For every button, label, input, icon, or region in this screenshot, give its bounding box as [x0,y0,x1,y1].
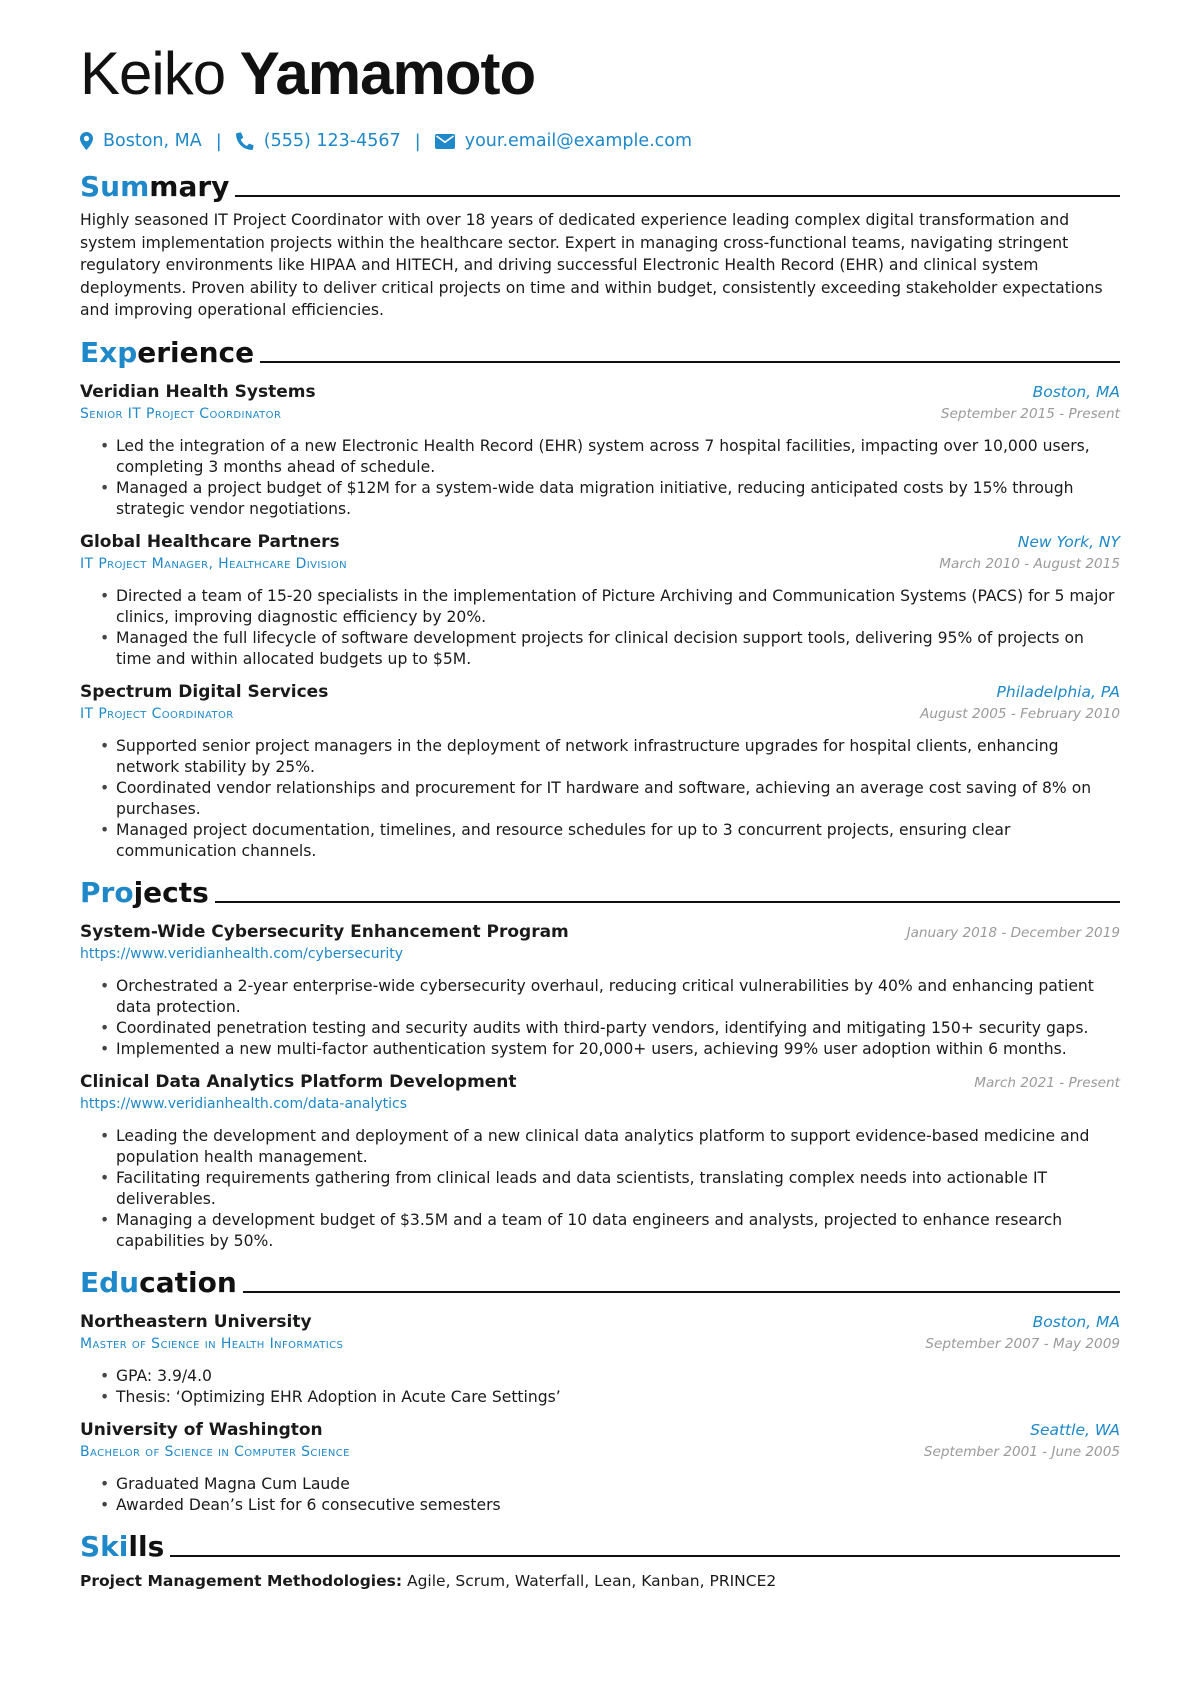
experience-entry [80,682,1120,862]
project-link[interactable]: https://www.veridianhealth.com/data-analytics [80,1095,408,1112]
job-title: IT Project Coordinator [80,705,234,722]
bullet-item: • Awarded Dean’s List for 6 consecutive semesters [100,1495,1120,1516]
bullet-item: • Managing a development budget of $3.5M and a team of 10 data engineers and analysts, projected to enhance research capabilities by 50%. [100,1210,1120,1252]
section-rule [260,361,1120,363]
section-rule [243,1291,1120,1293]
location-text: Boston, MA [103,131,202,151]
project-name: System-Wide Cybersecurity Enhancement Program [80,921,569,942]
entry-location: Seattle, WA [1030,1420,1120,1439]
contact-location [80,131,202,151]
experience-section [80,332,1120,862]
section-title: Projects [80,875,209,909]
experience-heading [80,332,1120,370]
section-rule [235,195,1120,197]
bullet-item: • GPA: 3.9/4.0 [100,1366,1120,1387]
bullet-item: • Coordinated penetration testing and security audits with third-party vendors, identifying and mitigating 150+ security gaps. [100,1018,1120,1039]
project-entry [80,1072,1120,1252]
entry-location: Philadelphia, PA [996,682,1120,701]
company-name: Global Healthcare Partners [80,531,340,552]
bullet-item: • Led the integration of a new Electronic Health Record (EHR) system across 7 hospital facilities, impacting over 10,000 users, completing 3 months ahead of schedule. [100,436,1120,478]
phone-text: (555) 123-4567 [263,131,401,151]
entry-dates: March 2021 - Present [974,1074,1120,1091]
education-entry [80,1312,1120,1408]
degree-name: Bachelor of Science in Computer Science [80,1443,350,1460]
degree-name: Master of Science in Health Informatics [80,1335,344,1352]
entry-dates: September 2007 - May 2009 [925,1335,1120,1352]
bullet-item: • Leading the development and deployment of a new clinical data analytics platform to support evidence-based medicine and population health management. [100,1126,1120,1168]
company-name: Veridian Health Systems [80,381,316,402]
projects-section [80,872,1120,1252]
education-section [80,1262,1120,1516]
entry-dates: September 2001 - June 2005 [923,1443,1120,1460]
phone-icon [236,132,254,150]
school-name: University of Washington [80,1419,323,1440]
skills-section [80,1526,1120,1590]
skills-heading [80,1526,1120,1564]
skills-label: Project Management Methodologies: [80,1571,403,1590]
section-title: Experience [80,335,255,369]
skills-line [80,1572,1120,1590]
entry-location: New York, NY [1017,532,1120,551]
contact-phone[interactable] [236,131,401,151]
section-title: Summary [80,170,230,203]
email-text: your.email@example.com [464,131,693,151]
bullet-item: • Managed the full lifecycle of software development projects for clinical decision support tools, delivering 95% of projects on time and within allocated budgets up to $5M. [100,628,1120,670]
bullet-item: • Coordinated vendor relationships and procurement for IT hardware and software, achieving an average cost saving of 8% on purchases. [100,778,1120,820]
entry-dates: August 2005 - February 2010 [920,705,1120,722]
entry-location: Boston, MA [1032,1312,1120,1331]
section-rule [170,1555,1120,1557]
bullet-item: • Facilitating requirements gathering from clinical leads and data scientists, translating complex needs into actionable IT deliverables. [100,1168,1120,1210]
project-entry [80,922,1120,1060]
contact-separator: | [215,130,222,152]
bullet-item: • Managed a project budget of $12M for a system-wide data migration initiative, reducing anticipated costs by 15% through strategic vendor negotiations. [100,478,1120,520]
contact-email[interactable] [435,131,692,151]
company-name: Spectrum Digital Services [80,681,329,702]
entry-location: Boston, MA [1032,382,1120,401]
last-name: Yamamoto [239,40,536,107]
contact-separator: | [414,130,421,152]
education-entry [80,1420,1120,1516]
project-link[interactable]: https://www.veridianhealth.com/cybersecurity [80,945,403,962]
school-name: Northeastern University [80,1311,312,1332]
bullet-item: • Supported senior project managers in the deployment of network infrastructure upgrades for hospital clients, enhancing network stability by 25%. [100,736,1120,778]
job-title: IT Project Manager, Healthcare Division [80,555,347,572]
contact-bar [80,126,1120,156]
section-title: Skills [80,1529,165,1563]
job-title: Senior IT Project Coordinator [80,405,282,422]
summary-text: Highly seasoned IT Project Coordinator with over 18 years of dedicated experience leading complex digital transformation and system implementation projects within the healthcare sector. Expert in managing cross-functional teams, navigating stringent regulatory environments like HIPAA and HITECH, and driving successful Electronic Health Record (EHR) and clinical system deployments. Proven ability to deliver critical projects on time and within budget, consistently exceeding stakeholder expectations and improving operational efficiencies. [80,211,1103,319]
candidate-name [80,34,1120,114]
bullet-item: • Implemented a new multi-factor authentication system for 20,000+ users, achieving 99% user adoption within 6 months. [100,1039,1120,1060]
skills-value: Agile, Scrum, Waterfall, Lean, Kanban, PRINCE2 [402,1571,777,1590]
bullet-item: • Managed project documentation, timelines, and resource schedules for up to 3 concurrent projects, ensuring clear communication channels. [100,820,1120,862]
entry-dates: January 2018 - December 2019 [906,924,1120,941]
experience-entry [80,532,1120,670]
envelope-icon [435,134,455,149]
bullet-item: • Directed a team of 15-20 specialists in the implementation of Picture Archiving and Communication Systems (PACS) for 5 major clinics, improving diagnostic efficiency by 20%. [100,586,1120,628]
entry-dates: September 2015 - Present [940,405,1120,422]
summary-heading [80,166,1120,204]
entry-dates: March 2010 - August 2015 [939,555,1120,572]
bullet-item: • Thesis: ‘Optimizing EHR Adoption in Acute Care Settings’ [100,1387,1120,1408]
projects-heading [80,872,1120,910]
map-pin-icon [80,132,93,150]
experience-entry [80,382,1120,520]
bullet-item: • Orchestrated a 2-year enterprise-wide cybersecurity overhaul, reducing critical vulnerabilities by 40% and enhancing patient data protection. [100,976,1120,1018]
section-title: Education [80,1265,237,1299]
bullet-item: • Graduated Magna Cum Laude [100,1474,1120,1495]
section-rule [215,901,1120,903]
first-name: Keiko [80,40,226,107]
project-name: Clinical Data Analytics Platform Development [80,1071,517,1092]
education-heading [80,1262,1120,1300]
summary-section [80,166,1120,322]
